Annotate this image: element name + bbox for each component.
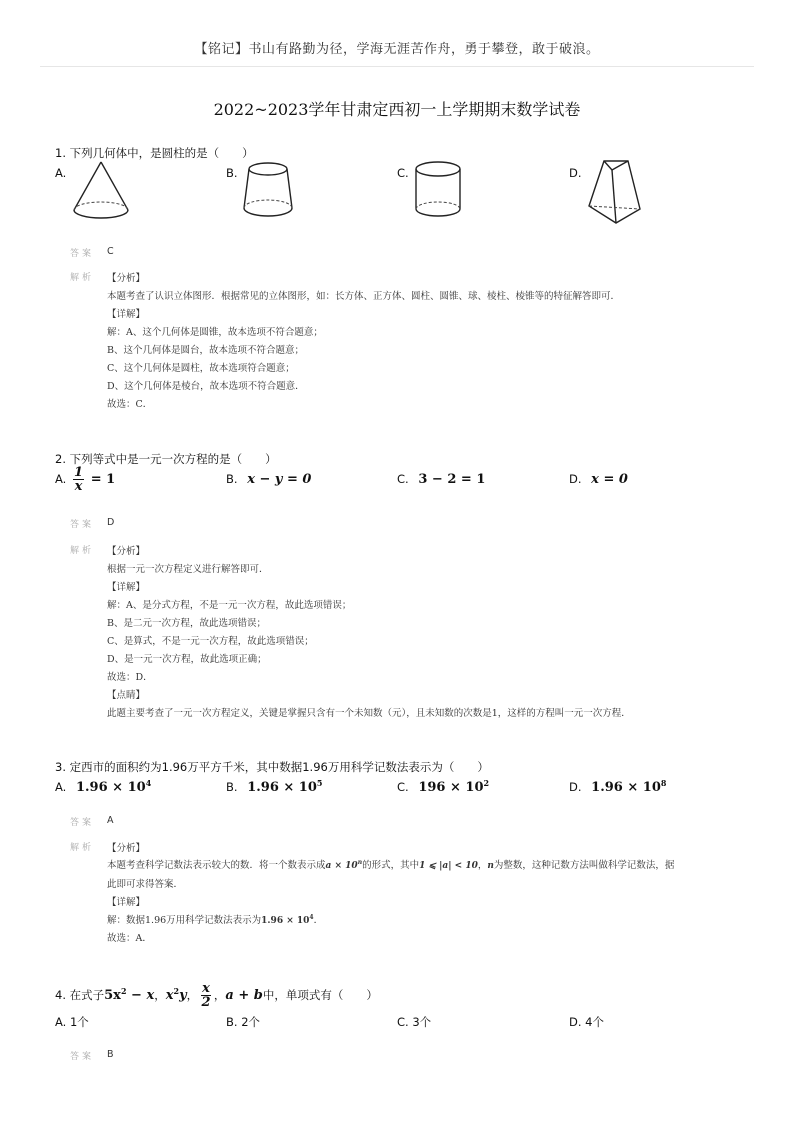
q2-analysis-line: 此题主要考查了一元一次方程定义，关键是掌握只含有一个未知数（元），且未知数的次数是1，这样的方程叫一元一次方程． <box>107 708 631 719</box>
q2-option-c <box>397 472 485 487</box>
cone-icon <box>68 158 134 224</box>
q4-stem-text: 中，单项式有（ ） <box>262 988 378 1002</box>
q3-answer-label: 答案 <box>70 818 95 828</box>
q3-option-b-exponent: 5 <box>316 778 323 788</box>
q3-option-a-exponent: 4 <box>145 778 152 788</box>
question-3-stem: 3. 定西市的面积约为1.96万平方千米，其中数据1.96万用科学记数法表示为（ ） <box>55 760 489 774</box>
q3-option-c-exponent: 2 <box>483 778 490 788</box>
q1-option-b-label: B. <box>226 166 238 180</box>
analysis-math: n <box>487 861 494 871</box>
q3-analysis-line: 【详解】 <box>107 897 146 908</box>
q1-analysis-line: 解：A、这个几何体是圆锥，故本选项不符合题意； <box>107 327 323 338</box>
q4-separator: ， <box>213 988 226 1002</box>
q1-analysis-line: C、这个几何体是圆柱，故本选项符合题意； <box>107 363 295 374</box>
q3-option-c-base: 196 × 10 <box>418 779 484 795</box>
q1-analysis-label: 解析 <box>70 273 95 283</box>
analysis-math-exponent: n <box>357 858 363 866</box>
q4-expression-1-rest: − x <box>126 988 155 1003</box>
q2-option-a <box>55 466 115 493</box>
q2-answer-value: D <box>107 517 115 528</box>
analysis-math: 1 ⩽ |a| < 10 <box>419 861 478 871</box>
q1-analysis-line: B、这个几何体是圆台，故本选项不符合题意； <box>107 345 304 356</box>
q2-option-a-letter: A. <box>55 472 67 486</box>
q1-option-c-label: C. <box>397 166 409 180</box>
q2-analysis-line: 【详解】 <box>107 582 146 593</box>
analysis-text: 本题考查科学记数法表示较大的数．将一个数表示成 <box>107 860 326 871</box>
q3-option-d <box>569 778 666 795</box>
q3-analysis-line: 此即可求得答案． <box>107 879 184 890</box>
q3-option-b <box>226 778 322 795</box>
q3-analysis-line <box>107 857 674 871</box>
q4-expression-1-exponent: 2 <box>120 986 127 997</box>
q1-answer-label: 答案 <box>70 249 95 259</box>
q2-option-c-letter: C. <box>397 472 409 486</box>
analysis-text: 为整数，这种记数方法叫做科学记数法，据 <box>493 860 675 871</box>
q2-analysis-line: 解：A、是分式方程，不是一元一次方程，故此选项错误； <box>107 600 352 611</box>
question-2-stem: 2. 下列等式中是一元一次方程的是（ ） <box>55 452 277 466</box>
q4-expression-2-exponent: 2 <box>173 986 180 997</box>
question-1-stem: 1. 下列几何体中，是圆柱的是（ ） <box>55 146 254 160</box>
q3-option-a-letter: A. <box>55 779 67 794</box>
fraction-denominator: 2 <box>201 995 211 1010</box>
q4-stem-text: 4. 在式子 <box>55 988 105 1002</box>
q2-analysis-line: C、是算式，不是一元一次方程，故此选项错误； <box>107 636 314 647</box>
question-4-stem <box>55 982 378 1009</box>
q4-answer-label: 答案 <box>70 1052 95 1062</box>
q3-option-d-base: 1.96 × 10 <box>591 779 661 795</box>
q4-expression-3: a + b <box>225 988 263 1003</box>
q4-option-d: D. 4个 <box>569 1015 604 1029</box>
analysis-text: ， <box>477 860 488 871</box>
q2-analysis-line: 故选：D． <box>107 672 153 683</box>
q3-option-a-base: 1.96 × 10 <box>75 779 146 795</box>
q2-analysis-line: B、是二元一次方程，故此选项错误； <box>107 618 266 629</box>
q1-analysis-line: 【详解】 <box>107 309 146 320</box>
q2-analysis-line: 【分析】 <box>107 546 146 557</box>
analysis-math: 1.96 × 10 <box>261 916 310 926</box>
q3-analysis-line: 【分析】 <box>107 843 146 854</box>
q2-option-b <box>226 472 311 487</box>
q4-fraction <box>201 982 211 1009</box>
fraction-numerator: 1 <box>73 465 84 480</box>
q2-option-d-letter: D. <box>569 472 582 486</box>
analysis-math: a × 10 <box>325 861 358 871</box>
frustum-icon <box>238 158 298 224</box>
fraction-numerator: x <box>202 981 210 996</box>
q1-option-a-label: A. <box>55 166 67 180</box>
q1-analysis-line: 【分析】 <box>107 273 146 284</box>
motto-banner: 【铭记】书山有路勤为径，学海无涯苦作舟，勇于攀登，敢于破浪。 <box>194 42 600 57</box>
q4-expression-2: x <box>165 988 174 1003</box>
q2-answer-label: 答案 <box>70 520 95 530</box>
q2-option-a-fraction <box>73 466 84 493</box>
q3-analysis-line <box>107 912 323 926</box>
q3-option-b-base: 1.96 × 10 <box>247 779 317 795</box>
q3-option-d-letter: D. <box>569 779 582 794</box>
q4-option-b: B. 2个 <box>226 1015 261 1029</box>
q4-option-c: C. 3个 <box>397 1015 432 1029</box>
q4-expression-2-rest: y <box>179 988 187 1003</box>
q2-option-d-expression: x = 0 <box>591 472 628 487</box>
q2-analysis-line: 根据一元一次方程定义进行解答即可． <box>107 564 269 575</box>
q3-option-a <box>55 778 151 795</box>
analysis-text: ． <box>313 915 324 926</box>
q1-option-d-label: D. <box>569 166 582 180</box>
q2-option-b-expression: x − y = 0 <box>247 472 312 487</box>
q3-option-b-letter: B. <box>226 779 238 794</box>
q2-option-d <box>569 472 628 487</box>
q2-analysis-line: D、是一元一次方程，故此选项正确； <box>107 654 267 665</box>
q4-option-a: A. 1个 <box>55 1015 89 1029</box>
q4-separator: ， <box>186 988 199 1002</box>
q2-analysis-line: 【点睛】 <box>107 690 146 701</box>
q2-option-a-rest: = 1 <box>90 472 116 487</box>
cylinder-icon <box>410 158 466 224</box>
analysis-text: 解：数据1.96万用科学记数法表示为 <box>107 915 262 926</box>
q4-expression-1: 5x <box>104 988 121 1003</box>
page-title: 2022~2023学年甘肃定西初一上学期期末数学试卷 <box>213 100 581 119</box>
analysis-math-exponent: 4 <box>309 913 314 921</box>
q1-analysis-line: 故选：C． <box>107 399 153 410</box>
q3-analysis-line: 故选：A． <box>107 933 152 944</box>
analysis-text: 的形式，其中 <box>362 860 420 871</box>
q3-option-c-letter: C. <box>397 779 409 794</box>
q3-option-d-exponent: 8 <box>660 778 667 788</box>
q4-separator: ， <box>154 988 166 1002</box>
q3-analysis-label: 解析 <box>70 843 95 853</box>
header-divider <box>40 66 754 67</box>
q1-analysis-line: D、这个几何体是棱台，故本选项不符合题意． <box>107 381 305 392</box>
q3-answer-value: A <box>107 815 114 826</box>
q2-option-b-letter: B. <box>226 472 238 486</box>
q1-answer-value: C <box>107 246 114 257</box>
q3-option-c <box>397 778 489 795</box>
fraction-denominator: x <box>74 479 83 494</box>
prism-frustum-icon <box>582 156 648 228</box>
q2-option-c-expression: 3 − 2 = 1 <box>418 472 486 487</box>
q4-answer-value: B <box>107 1049 114 1060</box>
q2-analysis-label: 解析 <box>70 546 95 556</box>
q1-analysis-line: 本题考查了认识立体图形．根据常见的立体图形，如：长方体、正方体、圆柱、圆锥、球、棱柱、棱锥等的特征解答即可． <box>107 291 621 302</box>
